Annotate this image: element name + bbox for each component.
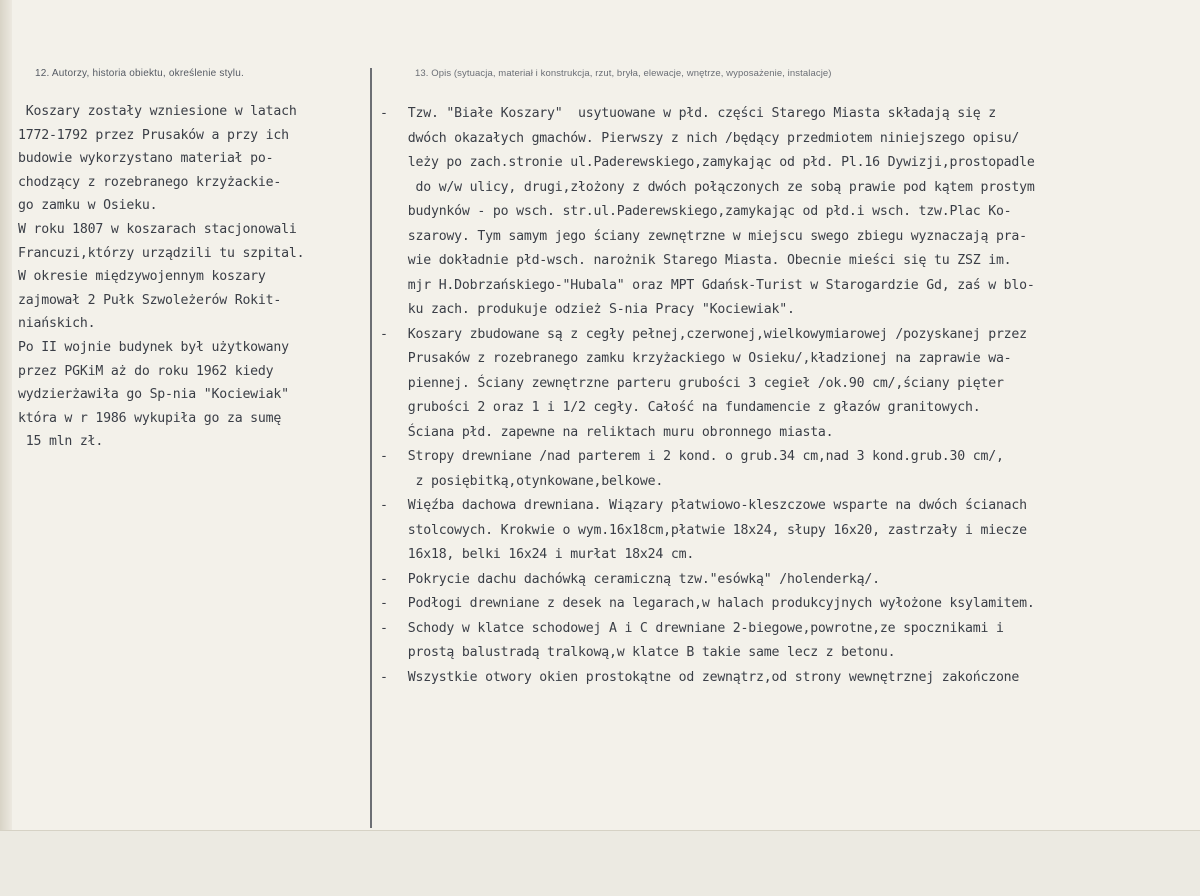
bullet-dash: - [380, 596, 388, 611]
description-text: prostą balustradą tralkową,w klatce B takie same lecz z betonu. [400, 645, 896, 660]
history-line: Koszary zostały wzniesione w latach [18, 104, 297, 119]
description-text: ku zach. produkuje odzież S-nia Pracy "Kociewiak". [400, 302, 795, 317]
history-line: Francuzi,którzy urządzili tu szpital. [18, 245, 305, 261]
history-line: chodzący z rozebranego krzyżackie- [18, 174, 282, 190]
bullet-dash: - [380, 449, 388, 464]
description-line [380, 176, 1200, 201]
history-line: zajmował 2 Pułk Szwoleżerów Rokit- [18, 292, 282, 308]
bullet-dash: - [380, 571, 388, 587]
description-line [380, 396, 1200, 421]
description-text: Pokrycie dachu dachówką ceramiczną tzw."esówką" /holenderką/. [400, 571, 880, 587]
description-line [380, 323, 1200, 348]
description-line [380, 617, 1200, 642]
description-text: Podłogi drewniane z desek na legarach,w halach produkcyjnych wyłożone ksylamitem. [400, 596, 1035, 611]
description-line [380, 200, 1200, 225]
description-line [380, 543, 1200, 568]
description-line [380, 445, 1200, 470]
description-text: Stropy drewniane /nad parterem i 2 kond. o grub.34 cm,nad 3 kond.grub.30 cm/, [400, 449, 1004, 464]
page-edge-shadow [0, 0, 12, 895]
description-text: Tzw. "Białe Koszary" usytuowane w płd. części Starego Miasta składają się z [400, 106, 996, 121]
description-line [380, 666, 1200, 691]
description-text: z posiębitką,otynkowane,belkowe. [400, 473, 664, 489]
section-12-heading: 12. Autorzy, historia obiektu, określenie stylu. [35, 68, 244, 79]
history-line: 1772-1792 przez Prusaków a przy ich [18, 127, 289, 143]
description-line [380, 568, 1200, 593]
history-line: 15 mln zł. [18, 434, 104, 450]
description-text: Koszary zbudowane są z cegły pełnej,czerwonej,wielkowymiarowej /pozyskanej przez [400, 326, 1027, 342]
description-line [380, 372, 1200, 397]
history-line: która w r 1986 wykupiła go za sumę [18, 410, 282, 426]
history-column [18, 100, 378, 454]
description-text: Prusaków z rozebranego zamku krzyżackiego w Osieku/,kładzionej na zaprawie wa- [400, 351, 1012, 366]
description-line [380, 249, 1200, 274]
description-line [380, 470, 1200, 495]
history-line: W roku 1807 w koszarach stacjonowali [18, 221, 297, 237]
bullet-dash: - [380, 498, 388, 513]
description-text: grubości 2 oraz 1 i 1/2 cegły. Całość na fundamencie z głazów granitowych. [400, 400, 981, 415]
history-line: wydzierżawiła go Sp-nia "Kociewiak" [18, 387, 289, 403]
description-text: szarowy. Tym samym jego ściany zewnętrzne w miejscu swego zbiegu wyznaczają pra- [400, 228, 1027, 244]
history-line: W okresie międzywojennym koszary [18, 269, 266, 285]
description-line [380, 127, 1200, 152]
description-line [380, 298, 1200, 323]
description-column [380, 102, 1200, 690]
description-text: Wszystkie otwory okien prostokątne od zewnątrz,od strony wewnętrznej zakończone [400, 669, 1020, 685]
description-text: Więźba dachowa drewniana. Wiązary płatwiowo-kleszczowe wsparte na dwóch ścianach [400, 498, 1027, 513]
description-text: 16x18, belki 16x24 i murłat 18x24 cm. [400, 547, 695, 562]
bullet-dash: - [380, 106, 388, 121]
description-line [380, 494, 1200, 519]
description-text: stolcowych. Krokwie o wym.16x18cm,płatwie 18x24, słupy 16x20, zastrzały i miecze [400, 522, 1027, 538]
description-line [380, 225, 1200, 250]
description-line [380, 641, 1200, 666]
history-line: przez PGKiM aż do roku 1962 kiedy [18, 363, 274, 379]
description-text: Ściana płd. zapewne na reliktach muru obronnego miasta. [400, 424, 834, 440]
description-text: dwóch okazałych gmachów. Pierwszy z nich /będący przedmiotem niniejszego opisu/ [400, 130, 1020, 146]
description-text: budynków - po wsch. str.ul.Paderewskiego,zamykając od płd.i wsch. tzw.Plac Ko- [400, 204, 1012, 219]
history-line: niańskich. [18, 316, 96, 332]
section-13-heading: 13. Opis (sytuacja, materiał i konstrukcja, rzut, bryła, elewacje, wnętrze, wyposażenie, instalacje) [415, 68, 832, 79]
description-text: do w/w ulicy, drugi,złożony z dwóch połączonych ze sobą prawie pod kątem prostym [400, 179, 1035, 195]
description-line [380, 592, 1200, 617]
bullet-dash: - [380, 326, 388, 342]
description-text: leży po zach.stronie ul.Paderewskiego,zamykając od płd. Pl.16 Dywizji,prostopadle [400, 155, 1035, 170]
history-line: budowie wykorzystano materiał po- [18, 151, 274, 167]
description-line [380, 102, 1200, 127]
bullet-dash: - [380, 620, 388, 636]
description-line [380, 421, 1200, 446]
history-line: Po II wojnie budynek był użytkowany [18, 339, 289, 355]
description-line [380, 274, 1200, 299]
description-line [380, 151, 1200, 176]
description-text: piennej. Ściany zewnętrzne parteru grubości 3 cegieł /ok.90 cm/,ściany pięter [400, 375, 1004, 391]
description-text: wie dokładnie płd-wsch. narożnik Starego Miasta. Obecnie mieści się tu ZSZ im. [400, 253, 1012, 268]
bullet-dash: - [380, 669, 388, 685]
description-line [380, 347, 1200, 372]
description-text: Schody w klatce schodowej A i C drewniane 2-biegowe,powrotne,ze spocznikami i [400, 620, 1004, 636]
page-fold [0, 830, 1200, 896]
description-text: mjr H.Dobrzańskiego-"Hubala" oraz MPT Gdańsk-Turist w Starogardzie Gd, zaś w blo- [400, 277, 1035, 293]
history-line: go zamku w Osieku. [18, 198, 158, 214]
description-line [380, 519, 1200, 544]
